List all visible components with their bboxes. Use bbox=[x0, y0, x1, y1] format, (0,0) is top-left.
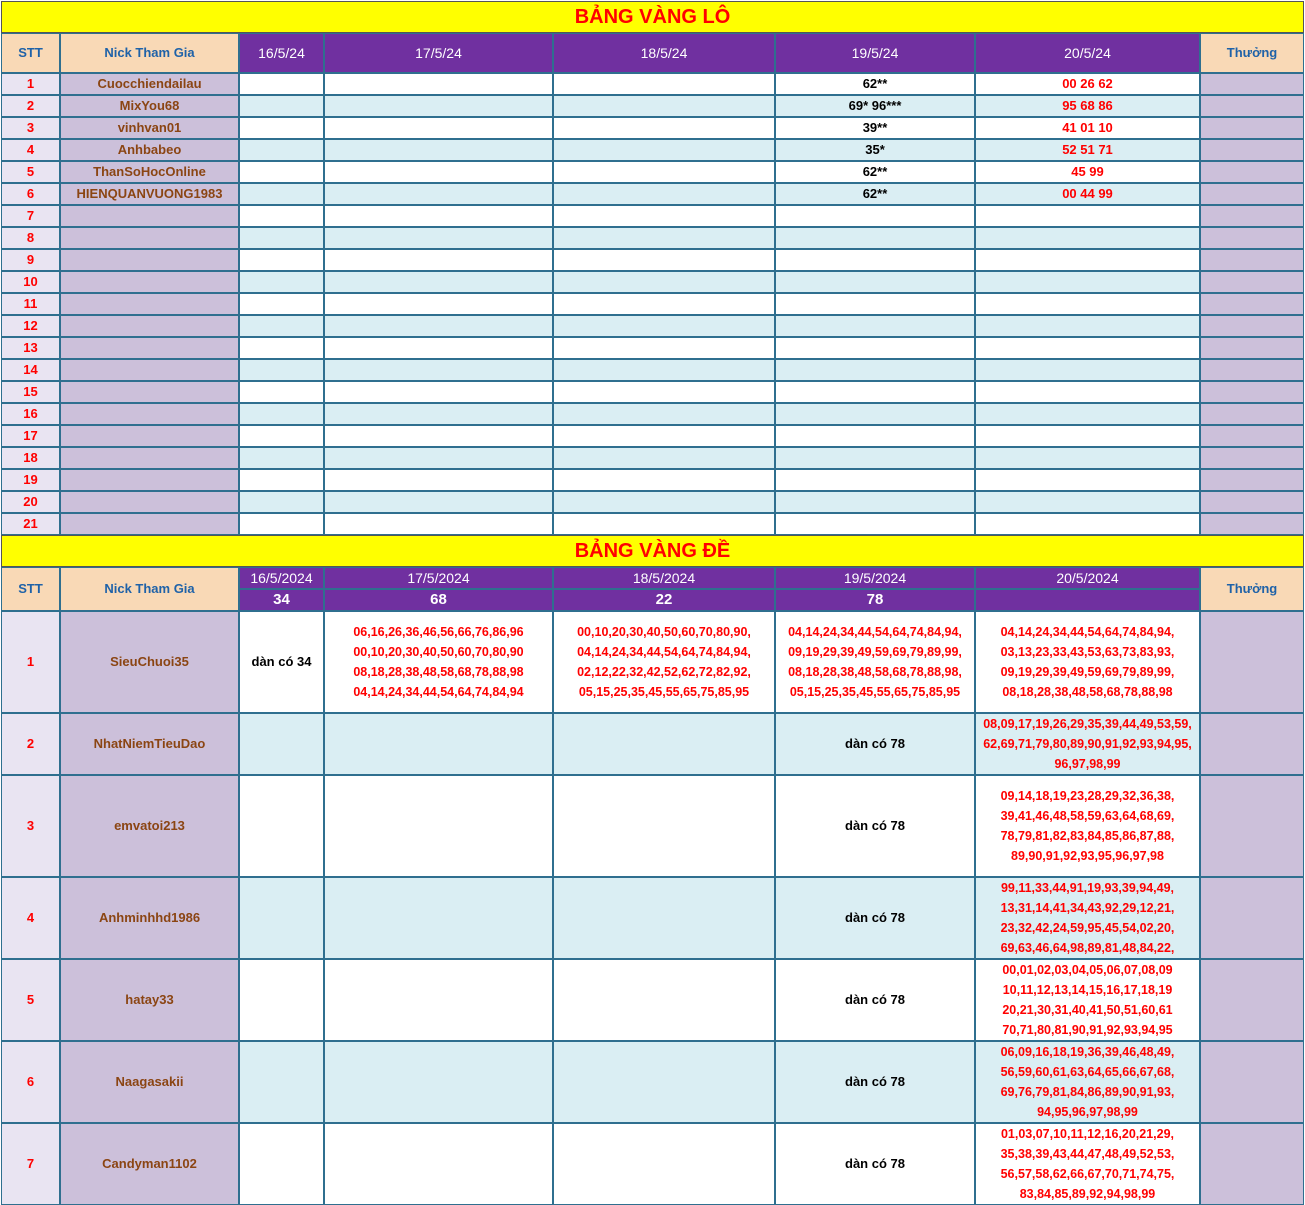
number-list bbox=[353, 622, 523, 702]
lo-row-cell-19: 69* 96*** bbox=[775, 95, 975, 117]
de-row-cell bbox=[239, 775, 324, 877]
lo-row-cell bbox=[239, 381, 324, 403]
de-row-cell: dàn có 78 bbox=[775, 1041, 975, 1123]
de-row-cell bbox=[553, 713, 775, 775]
lo-row-stt: 21 bbox=[1, 513, 60, 535]
de-row-cell bbox=[975, 959, 1200, 1041]
de-row-cell bbox=[553, 877, 775, 959]
lo-row-stt: 4 bbox=[1, 139, 60, 161]
lo-row-thuong bbox=[1200, 403, 1304, 425]
lo-row-cell bbox=[239, 447, 324, 469]
de-row-thuong bbox=[1200, 959, 1304, 1041]
lo-row-thuong bbox=[1200, 293, 1304, 315]
lo-row-cell bbox=[239, 337, 324, 359]
lo-row-cell bbox=[239, 403, 324, 425]
lo-row-cell bbox=[324, 183, 553, 205]
lo-row-stt: 13 bbox=[1, 337, 60, 359]
lo-row-cell bbox=[324, 381, 553, 403]
lo-header-date: 16/5/24 bbox=[239, 33, 324, 73]
lo-header-nick: Nick Tham Gia bbox=[60, 33, 239, 73]
lo-row-nick bbox=[60, 513, 239, 535]
lo-row-cell-20 bbox=[975, 293, 1200, 315]
lo-row-cell-19: 62** bbox=[775, 183, 975, 205]
lo-row-cell-20 bbox=[975, 227, 1200, 249]
lo-row-cell bbox=[553, 249, 775, 271]
lo-row-cell-20 bbox=[975, 249, 1200, 271]
lo-row-cell-19: 62** bbox=[775, 161, 975, 183]
lo-row-thuong bbox=[1200, 139, 1304, 161]
number-line: 00,01,02,03,04,05,06,07,08,09 bbox=[1002, 963, 1173, 977]
lo-row-cell bbox=[553, 95, 775, 117]
de-row-nick: emvatoi213 bbox=[60, 775, 239, 877]
de-row-thuong bbox=[1200, 1123, 1304, 1205]
lo-row-cell-19 bbox=[775, 403, 975, 425]
de-row-nick: Naagasakii bbox=[60, 1041, 239, 1123]
de-row-thuong bbox=[1200, 877, 1304, 959]
lo-row-cell-19: 62** bbox=[775, 73, 975, 95]
de-row-cell bbox=[324, 877, 553, 959]
number-list bbox=[1001, 878, 1175, 958]
number-line: 20,21,30,31,40,41,50,51,60,61 bbox=[1002, 1003, 1173, 1017]
de-row-cell: dàn có 78 bbox=[775, 775, 975, 877]
lo-row-thuong bbox=[1200, 315, 1304, 337]
lo-row-cell bbox=[553, 469, 775, 491]
lo-row-stt: 12 bbox=[1, 315, 60, 337]
number-list bbox=[1002, 960, 1172, 1040]
lo-row-cell-19 bbox=[775, 359, 975, 381]
lo-header-date: 19/5/24 bbox=[775, 33, 975, 73]
number-line: 00,10,20,30,40,50,60,70,80,90 bbox=[353, 645, 524, 659]
lo-row-cell bbox=[324, 315, 553, 337]
de-row-thuong bbox=[1200, 611, 1304, 713]
lo-row-cell-19 bbox=[775, 315, 975, 337]
de-row-cell bbox=[324, 1123, 553, 1205]
lo-row-cell bbox=[239, 293, 324, 315]
lo-row-cell-19 bbox=[775, 469, 975, 491]
lo-row-cell bbox=[239, 425, 324, 447]
number-line: 08,18,28,38,48,58,68,78,88,98 bbox=[353, 665, 524, 679]
lo-row-stt: 15 bbox=[1, 381, 60, 403]
lo-row-cell-19: 39** bbox=[775, 117, 975, 139]
lo-row-cell bbox=[239, 73, 324, 95]
lo-row-cell bbox=[239, 315, 324, 337]
lo-row-cell bbox=[324, 447, 553, 469]
lo-row-cell-20 bbox=[975, 469, 1200, 491]
lo-row-cell-20: 45 99 bbox=[975, 161, 1200, 183]
lo-row-cell bbox=[324, 491, 553, 513]
lo-row-cell bbox=[553, 183, 775, 205]
lo-row-cell bbox=[553, 161, 775, 183]
number-line: 08,09,17,19,26,29,35,39,44,49,53,59, bbox=[983, 717, 1192, 731]
lo-row-stt: 10 bbox=[1, 271, 60, 293]
number-line: 01,03,07,10,11,12,16,20,21,29, bbox=[1000, 1127, 1175, 1141]
lo-row-cell-19 bbox=[775, 513, 975, 535]
lo-header-stt: STT bbox=[1, 33, 60, 73]
lo-row-cell-19 bbox=[775, 381, 975, 403]
lo-row-thuong bbox=[1200, 491, 1304, 513]
number-line: 08,18,28,38,48,58,68,78,88,98 bbox=[1002, 685, 1173, 699]
de-row-stt: 4 bbox=[1, 877, 60, 959]
lo-row-nick bbox=[60, 469, 239, 491]
lo-row-nick bbox=[60, 359, 239, 381]
number-line: 89,90,91,92,93,95,96,97,98 bbox=[1011, 849, 1164, 863]
lo-row-cell bbox=[324, 249, 553, 271]
lo-row-cell-19 bbox=[775, 293, 975, 315]
de-header-result: 34 bbox=[239, 589, 324, 611]
lo-row-cell-19: 35* bbox=[775, 139, 975, 161]
de-row-cell bbox=[553, 775, 775, 877]
lo-row-cell bbox=[239, 271, 324, 293]
lo-row-cell-20 bbox=[975, 491, 1200, 513]
de-header-result: 22 bbox=[553, 589, 775, 611]
lo-row-cell bbox=[324, 95, 553, 117]
lo-row-cell bbox=[324, 205, 553, 227]
de-row-cell bbox=[324, 611, 553, 713]
number-line: 09,14,18,19,23,28,29,32,36,38, bbox=[1000, 789, 1175, 803]
lo-row-cell bbox=[239, 249, 324, 271]
lo-row-cell bbox=[553, 227, 775, 249]
de-row-stt: 2 bbox=[1, 713, 60, 775]
lo-row-stt: 19 bbox=[1, 469, 60, 491]
number-line: 08,18,28,38,48,58,68,78,88,98, bbox=[788, 665, 962, 679]
lo-row-nick: Anhbabeo bbox=[60, 139, 239, 161]
lo-row-nick: ThanSoHocOnline bbox=[60, 161, 239, 183]
lo-row-nick bbox=[60, 249, 239, 271]
de-row-cell bbox=[975, 611, 1200, 713]
lo-row-stt: 1 bbox=[1, 73, 60, 95]
de-row-stt: 6 bbox=[1, 1041, 60, 1123]
lo-row-thuong bbox=[1200, 249, 1304, 271]
lo-row-cell bbox=[324, 227, 553, 249]
lo-row-stt: 7 bbox=[1, 205, 60, 227]
lo-row-thuong bbox=[1200, 161, 1304, 183]
lo-row-thuong bbox=[1200, 359, 1304, 381]
de-row-cell bbox=[975, 713, 1200, 775]
de-row-cell bbox=[775, 611, 975, 713]
de-header-result: 68 bbox=[324, 589, 553, 611]
lo-row-cell-20: 95 68 86 bbox=[975, 95, 1200, 117]
lo-row-cell-19 bbox=[775, 491, 975, 513]
lo-row-nick bbox=[60, 293, 239, 315]
de-header-result bbox=[975, 589, 1200, 611]
number-line: 04,14,24,34,44,54,64,74,84,94, bbox=[577, 645, 751, 659]
number-line: 06,09,16,18,19,36,39,46,48,49, bbox=[1000, 1045, 1175, 1059]
number-line: 39,41,46,48,58,59,63,64,68,69, bbox=[1000, 809, 1175, 823]
lo-row-nick bbox=[60, 447, 239, 469]
number-line: 99,11,33,44,91,19,93,39,94,49, bbox=[1000, 881, 1175, 895]
de-row-stt: 7 bbox=[1, 1123, 60, 1205]
de-header-stt: STT bbox=[1, 567, 60, 611]
lo-row-cell bbox=[553, 381, 775, 403]
lo-row-cell bbox=[324, 271, 553, 293]
lo-row-nick: Cuocchiendailau bbox=[60, 73, 239, 95]
lo-row-cell bbox=[239, 161, 324, 183]
lo-row-cell-20 bbox=[975, 513, 1200, 535]
lo-row-cell bbox=[324, 161, 553, 183]
number-line: 13,31,14,41,34,43,92,29,12,21, bbox=[1000, 901, 1175, 915]
lo-row-cell-20 bbox=[975, 425, 1200, 447]
lo-row-stt: 2 bbox=[1, 95, 60, 117]
de-row-cell bbox=[239, 713, 324, 775]
de-row-cell: dàn có 34 bbox=[239, 611, 324, 713]
de-row-nick: Candyman1102 bbox=[60, 1123, 239, 1205]
de-row-cell: dàn có 78 bbox=[775, 1123, 975, 1205]
lo-row-cell bbox=[553, 205, 775, 227]
lo-header-date: 20/5/24 bbox=[975, 33, 1200, 73]
de-title: BẢNG VÀNG ĐỀ bbox=[1, 535, 1304, 567]
de-row-cell bbox=[239, 1123, 324, 1205]
lo-row-nick bbox=[60, 403, 239, 425]
number-line: 78,79,81,82,83,84,85,86,87,88, bbox=[1000, 829, 1175, 843]
lo-row-thuong bbox=[1200, 95, 1304, 117]
lo-row-cell bbox=[239, 359, 324, 381]
number-list bbox=[577, 622, 751, 702]
lo-row-cell bbox=[553, 403, 775, 425]
de-row-thuong bbox=[1200, 775, 1304, 877]
lo-row-cell-19 bbox=[775, 447, 975, 469]
number-list bbox=[1001, 622, 1175, 702]
de-row-cell bbox=[553, 1123, 775, 1205]
number-line: 04,14,24,34,44,54,64,74,84,94, bbox=[788, 625, 962, 639]
lo-row-cell bbox=[239, 227, 324, 249]
de-header-date: 17/5/2024 bbox=[324, 567, 553, 589]
number-line: 03,13,23,33,43,53,63,73,83,93, bbox=[1000, 645, 1175, 659]
lo-row-nick bbox=[60, 491, 239, 513]
lo-row-cell bbox=[324, 293, 553, 315]
lo-row-stt: 9 bbox=[1, 249, 60, 271]
lo-header-thuong: Thưởng bbox=[1200, 33, 1304, 73]
de-row-stt: 1 bbox=[1, 611, 60, 713]
number-line: 09,19,29,39,49,59,69,79,89,99, bbox=[788, 645, 962, 659]
number-line: 06,16,26,36,46,56,66,76,86,96 bbox=[353, 625, 524, 639]
lo-row-cell-20 bbox=[975, 205, 1200, 227]
de-row-nick: hatay33 bbox=[60, 959, 239, 1041]
number-line: 69,76,79,81,84,86,89,90,91,93, bbox=[1000, 1085, 1175, 1099]
lo-row-cell bbox=[239, 469, 324, 491]
lo-row-cell-20 bbox=[975, 447, 1200, 469]
lo-row-thuong bbox=[1200, 513, 1304, 535]
lo-row-cell bbox=[553, 117, 775, 139]
lo-row-cell-20 bbox=[975, 315, 1200, 337]
number-line: 70,71,80,81,90,91,92,93,94,95 bbox=[1002, 1023, 1173, 1037]
lo-row-cell bbox=[324, 425, 553, 447]
lo-row-nick bbox=[60, 227, 239, 249]
de-row-nick: NhatNiemTieuDao bbox=[60, 713, 239, 775]
lo-row-cell-20 bbox=[975, 337, 1200, 359]
de-row-cell bbox=[239, 959, 324, 1041]
lo-row-cell bbox=[324, 337, 553, 359]
lo-row-nick bbox=[60, 315, 239, 337]
number-line: 05,15,25,35,45,55,65,75,85,95 bbox=[789, 685, 961, 699]
lo-row-stt: 6 bbox=[1, 183, 60, 205]
lo-row-cell-20: 41 01 10 bbox=[975, 117, 1200, 139]
lo-row-cell bbox=[239, 183, 324, 205]
lo-row-cell bbox=[239, 117, 324, 139]
lo-row-cell bbox=[553, 73, 775, 95]
lo-row-cell-19 bbox=[775, 337, 975, 359]
de-row-stt: 3 bbox=[1, 775, 60, 877]
lo-row-cell-19 bbox=[775, 249, 975, 271]
number-line: 04,14,24,34,44,54,64,74,84,94 bbox=[353, 685, 524, 699]
de-row-cell bbox=[553, 959, 775, 1041]
lo-row-stt: 18 bbox=[1, 447, 60, 469]
lo-row-cell bbox=[553, 315, 775, 337]
lo-row-cell-19 bbox=[775, 425, 975, 447]
lo-row-cell bbox=[553, 359, 775, 381]
lo-title: BẢNG VÀNG LÔ bbox=[1, 1, 1304, 33]
lo-row-thuong bbox=[1200, 381, 1304, 403]
de-header-date: 16/5/2024 bbox=[239, 567, 324, 589]
lo-row-cell bbox=[553, 425, 775, 447]
lo-row-cell bbox=[239, 513, 324, 535]
number-line: 62,69,71,79,80,89,90,91,92,93,94,95, bbox=[983, 737, 1192, 751]
de-row-cell bbox=[975, 1123, 1200, 1205]
lo-row-stt: 14 bbox=[1, 359, 60, 381]
lo-row-thuong bbox=[1200, 73, 1304, 95]
number-line: 56,59,60,61,63,64,65,66,67,68, bbox=[1000, 1065, 1175, 1079]
lo-row-cell bbox=[553, 491, 775, 513]
lo-row-stt: 11 bbox=[1, 293, 60, 315]
de-row-cell: dàn có 78 bbox=[775, 713, 975, 775]
lo-row-nick: HIENQUANVUONG1983 bbox=[60, 183, 239, 205]
lo-row-cell bbox=[553, 293, 775, 315]
de-row-cell bbox=[324, 713, 553, 775]
number-list bbox=[1001, 1042, 1175, 1122]
lo-row-cell-19 bbox=[775, 227, 975, 249]
lo-row-cell bbox=[553, 337, 775, 359]
lo-row-cell bbox=[239, 205, 324, 227]
lo-row-cell bbox=[324, 513, 553, 535]
lo-row-stt: 8 bbox=[1, 227, 60, 249]
number-line: 69,63,46,64,98,89,81,48,84,22, bbox=[1000, 941, 1175, 955]
lo-row-nick bbox=[60, 271, 239, 293]
number-line: 02,12,22,32,42,52,62,72,82,92, bbox=[577, 665, 751, 679]
lo-row-cell-20: 00 44 99 bbox=[975, 183, 1200, 205]
de-row-cell bbox=[553, 1041, 775, 1123]
de-row-stt: 5 bbox=[1, 959, 60, 1041]
lo-row-thuong bbox=[1200, 271, 1304, 293]
lo-row-thuong bbox=[1200, 183, 1304, 205]
lo-row-cell bbox=[324, 73, 553, 95]
de-row-cell bbox=[239, 877, 324, 959]
de-row-cell bbox=[239, 1041, 324, 1123]
lo-row-cell-20 bbox=[975, 359, 1200, 381]
de-row-cell bbox=[324, 959, 553, 1041]
number-line: 94,95,96,97,98,99 bbox=[1037, 1105, 1138, 1119]
lo-row-nick bbox=[60, 381, 239, 403]
lo-row-cell-19 bbox=[775, 205, 975, 227]
number-line: 04,14,24,34,44,54,64,74,84,94, bbox=[1000, 625, 1175, 639]
lo-row-cell bbox=[553, 271, 775, 293]
lo-row-cell bbox=[553, 513, 775, 535]
lo-row-nick bbox=[60, 205, 239, 227]
lo-row-cell-19 bbox=[775, 271, 975, 293]
de-row-nick: SieuChuoi35 bbox=[60, 611, 239, 713]
number-list bbox=[1001, 1124, 1175, 1204]
lo-row-stt: 17 bbox=[1, 425, 60, 447]
lo-row-thuong bbox=[1200, 447, 1304, 469]
lo-row-cell-20 bbox=[975, 271, 1200, 293]
lo-row-nick: vinhvan01 bbox=[60, 117, 239, 139]
lo-row-cell-20: 00 26 62 bbox=[975, 73, 1200, 95]
de-row-nick: Anhminhhd1986 bbox=[60, 877, 239, 959]
de-row-cell bbox=[975, 1041, 1200, 1123]
lo-row-cell-20 bbox=[975, 403, 1200, 425]
lo-header-date: 18/5/24 bbox=[553, 33, 775, 73]
number-line: 23,32,42,24,59,95,45,54,02,20, bbox=[1000, 921, 1175, 935]
de-row-cell bbox=[975, 775, 1200, 877]
lo-row-cell bbox=[553, 447, 775, 469]
lo-row-thuong bbox=[1200, 425, 1304, 447]
de-row-cell: dàn có 78 bbox=[775, 959, 975, 1041]
de-header-date: 19/5/2024 bbox=[775, 567, 975, 589]
lo-row-cell bbox=[239, 95, 324, 117]
lo-row-cell bbox=[324, 139, 553, 161]
number-list bbox=[1001, 786, 1175, 866]
de-row-cell: dàn có 78 bbox=[775, 877, 975, 959]
lo-row-nick: MixYou68 bbox=[60, 95, 239, 117]
number-line: 00,10,20,30,40,50,60,70,80,90, bbox=[577, 625, 751, 639]
de-header-result: 78 bbox=[775, 589, 975, 611]
de-row-cell bbox=[975, 877, 1200, 959]
lo-row-cell bbox=[324, 403, 553, 425]
lo-row-thuong bbox=[1200, 117, 1304, 139]
lo-row-thuong bbox=[1200, 227, 1304, 249]
lo-row-thuong bbox=[1200, 469, 1304, 491]
number-line: 09,19,29,39,49,59,69,79,89,99, bbox=[1000, 665, 1175, 679]
lo-row-nick bbox=[60, 337, 239, 359]
de-header-nick: Nick Tham Gia bbox=[60, 567, 239, 611]
lo-row-stt: 20 bbox=[1, 491, 60, 513]
de-header-date: 18/5/2024 bbox=[553, 567, 775, 589]
de-row-thuong bbox=[1200, 713, 1304, 775]
lo-row-nick bbox=[60, 425, 239, 447]
lo-row-cell bbox=[239, 491, 324, 513]
de-row-cell bbox=[324, 1041, 553, 1123]
de-header-thuong: Thưởng bbox=[1200, 567, 1304, 611]
number-list bbox=[788, 622, 962, 702]
number-line: 56,57,58,62,66,67,70,71,74,75, bbox=[1000, 1167, 1175, 1181]
lo-row-stt: 3 bbox=[1, 117, 60, 139]
lo-row-stt: 16 bbox=[1, 403, 60, 425]
lo-header-date: 17/5/24 bbox=[324, 33, 553, 73]
number-line: 35,38,39,43,44,47,48,49,52,53, bbox=[1000, 1147, 1175, 1161]
number-line: 10,11,12,13,14,15,16,17,18,19 bbox=[1002, 983, 1173, 997]
lo-row-cell-20: 52 51 71 bbox=[975, 139, 1200, 161]
lo-row-cell bbox=[324, 469, 553, 491]
number-line: 96,97,98,99 bbox=[1054, 757, 1121, 771]
lo-row-thuong bbox=[1200, 337, 1304, 359]
lo-row-cell bbox=[553, 139, 775, 161]
lo-row-cell bbox=[324, 359, 553, 381]
number-line: 83,84,85,89,92,94,98,99 bbox=[1019, 1187, 1156, 1201]
de-row-cell bbox=[324, 775, 553, 877]
lo-row-stt: 5 bbox=[1, 161, 60, 183]
lo-row-cell bbox=[324, 117, 553, 139]
number-list bbox=[983, 714, 1192, 774]
de-row-cell bbox=[553, 611, 775, 713]
lo-row-thuong bbox=[1200, 205, 1304, 227]
lo-row-cell-20 bbox=[975, 381, 1200, 403]
lo-row-cell bbox=[239, 139, 324, 161]
de-row-thuong bbox=[1200, 1041, 1304, 1123]
number-line: 05,15,25,35,45,55,65,75,85,95 bbox=[578, 685, 750, 699]
de-header-date: 20/5/2024 bbox=[975, 567, 1200, 589]
